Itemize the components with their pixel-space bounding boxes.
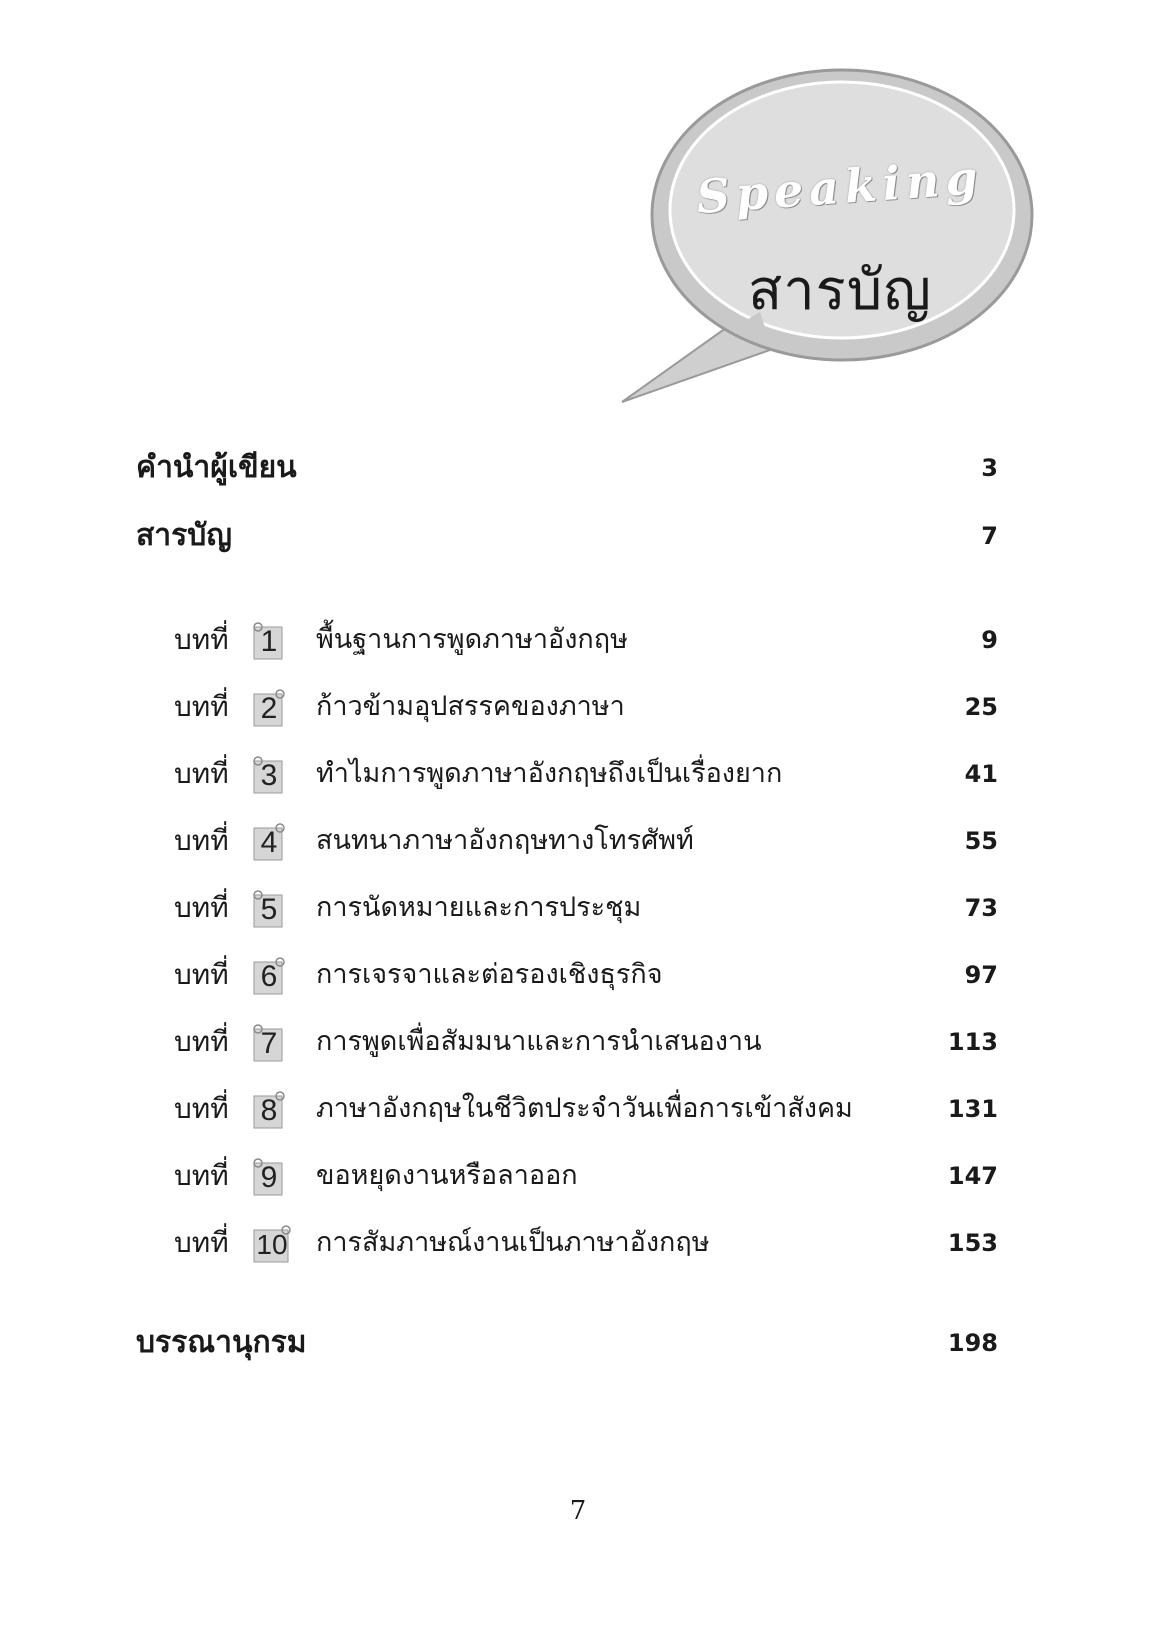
toc-chapter-9[interactable] (0, 1151, 1156, 1201)
chapter-title: ก้าวข้ามอุปสรรคของภาษา (316, 691, 625, 722)
chapter-title: ขอหยุดงานหรือลาออก (316, 1160, 578, 1191)
toc-page-number: 97 (964, 961, 998, 989)
chapter-number: 8 (260, 1094, 278, 1127)
footer-page-number: 7 (569, 1496, 587, 1526)
chapter-word: บทที่ (174, 958, 229, 991)
chapter-title: การพูดเพื่อสัมมนาและการนำเสนองาน (316, 1026, 762, 1057)
chapter-title: การเจรจาและต่อรองเชิงธุรกิจ (316, 959, 663, 990)
chapter-number: 1 (260, 625, 278, 658)
toc-page-number: 153 (947, 1229, 998, 1257)
toc-entry-label: สารบัญ (136, 518, 232, 553)
toc-page-number: 3 (981, 454, 998, 482)
chapter-word: บทที่ (174, 757, 229, 790)
toc-chapter-6[interactable] (0, 950, 1156, 1000)
chapter-number-tag-icon (250, 1090, 288, 1130)
toc-chapter-2[interactable] (0, 682, 1156, 732)
chapter-number-tag-icon (250, 956, 288, 996)
toc-page-number: 7 (981, 522, 998, 550)
toc-page-number: 147 (947, 1162, 998, 1190)
chapter-number: 3 (260, 759, 278, 792)
chapter-number: 5 (260, 893, 278, 926)
chapter-number: 9 (260, 1161, 278, 1194)
chapter-word: บทที่ (174, 1092, 229, 1125)
toc-chapter-3[interactable] (0, 749, 1156, 799)
toc-entry-preface[interactable] (0, 443, 1156, 493)
chapter-title: ภาษาอังกฤษในชีวิตประจำวันเพื่อการเข้าสังคม (316, 1093, 853, 1124)
chapter-title: พื้นฐานการพูดภาษาอังกฤษ (316, 624, 628, 655)
toc-page-number: 198 (947, 1329, 998, 1357)
page-title: สารบัญ (748, 258, 932, 323)
chapter-number-tag-icon (250, 688, 288, 728)
speaking-logo: Speaking (694, 150, 986, 224)
chapter-word: บทที่ (174, 623, 229, 656)
chapter-number-tag-icon (250, 621, 288, 661)
chapter-number: 4 (260, 826, 278, 859)
chapter-word: บทที่ (174, 891, 229, 924)
chapter-word: บทที่ (174, 1226, 229, 1259)
chapter-title: การสัมภาษณ์งานเป็นภาษาอังกฤษ (316, 1227, 710, 1258)
chapter-word: บทที่ (174, 1159, 229, 1192)
toc-chapter-1[interactable] (0, 615, 1156, 665)
chapter-number: 7 (260, 1027, 278, 1060)
chapter-word: บทที่ (174, 1025, 229, 1058)
chapter-number-tag-icon (250, 1224, 294, 1264)
chapter-number: 10 (256, 1229, 288, 1260)
toc-chapter-10[interactable] (0, 1218, 1156, 1268)
toc-page-number: 9 (981, 626, 998, 654)
toc-chapter-4[interactable] (0, 816, 1156, 866)
chapter-word: บทที่ (174, 690, 229, 723)
toc-chapter-8[interactable] (0, 1084, 1156, 1134)
chapter-number-tag-icon (250, 755, 288, 795)
toc-chapter-7[interactable] (0, 1017, 1156, 1067)
chapter-number-tag-icon (250, 1157, 288, 1197)
toc-entry-bibliography[interactable] (0, 1318, 1156, 1368)
chapter-number-tag-icon (250, 889, 288, 929)
chapter-number-tag-icon (250, 822, 288, 862)
chapter-title: ทำไมการพูดภาษาอังกฤษถึงเป็นเรื่องยาก (316, 758, 783, 789)
chapter-number: 6 (260, 960, 278, 993)
toc-entry-label: บรรณานุกรม (136, 1325, 307, 1360)
toc-page-number: 25 (964, 693, 998, 721)
toc-chapter-5[interactable] (0, 883, 1156, 933)
chapter-title: สนทนาภาษาอังกฤษทางโทรศัพท์ (316, 825, 694, 856)
toc-entry-label: คำนำผู้เขียน (136, 450, 297, 485)
toc-page-number: 131 (947, 1095, 998, 1123)
chapter-number: 2 (260, 692, 278, 725)
chapter-title: การนัดหมายและการประชุม (316, 892, 642, 923)
toc-entry-contents[interactable] (0, 511, 1156, 561)
toc-page-number: 41 (964, 760, 998, 788)
toc-page-number: 73 (964, 894, 998, 922)
toc-page-number: 113 (947, 1028, 998, 1056)
toc-page-number: 55 (964, 827, 998, 855)
chapter-number-tag-icon (250, 1023, 288, 1063)
chapter-word: บทที่ (174, 824, 229, 857)
